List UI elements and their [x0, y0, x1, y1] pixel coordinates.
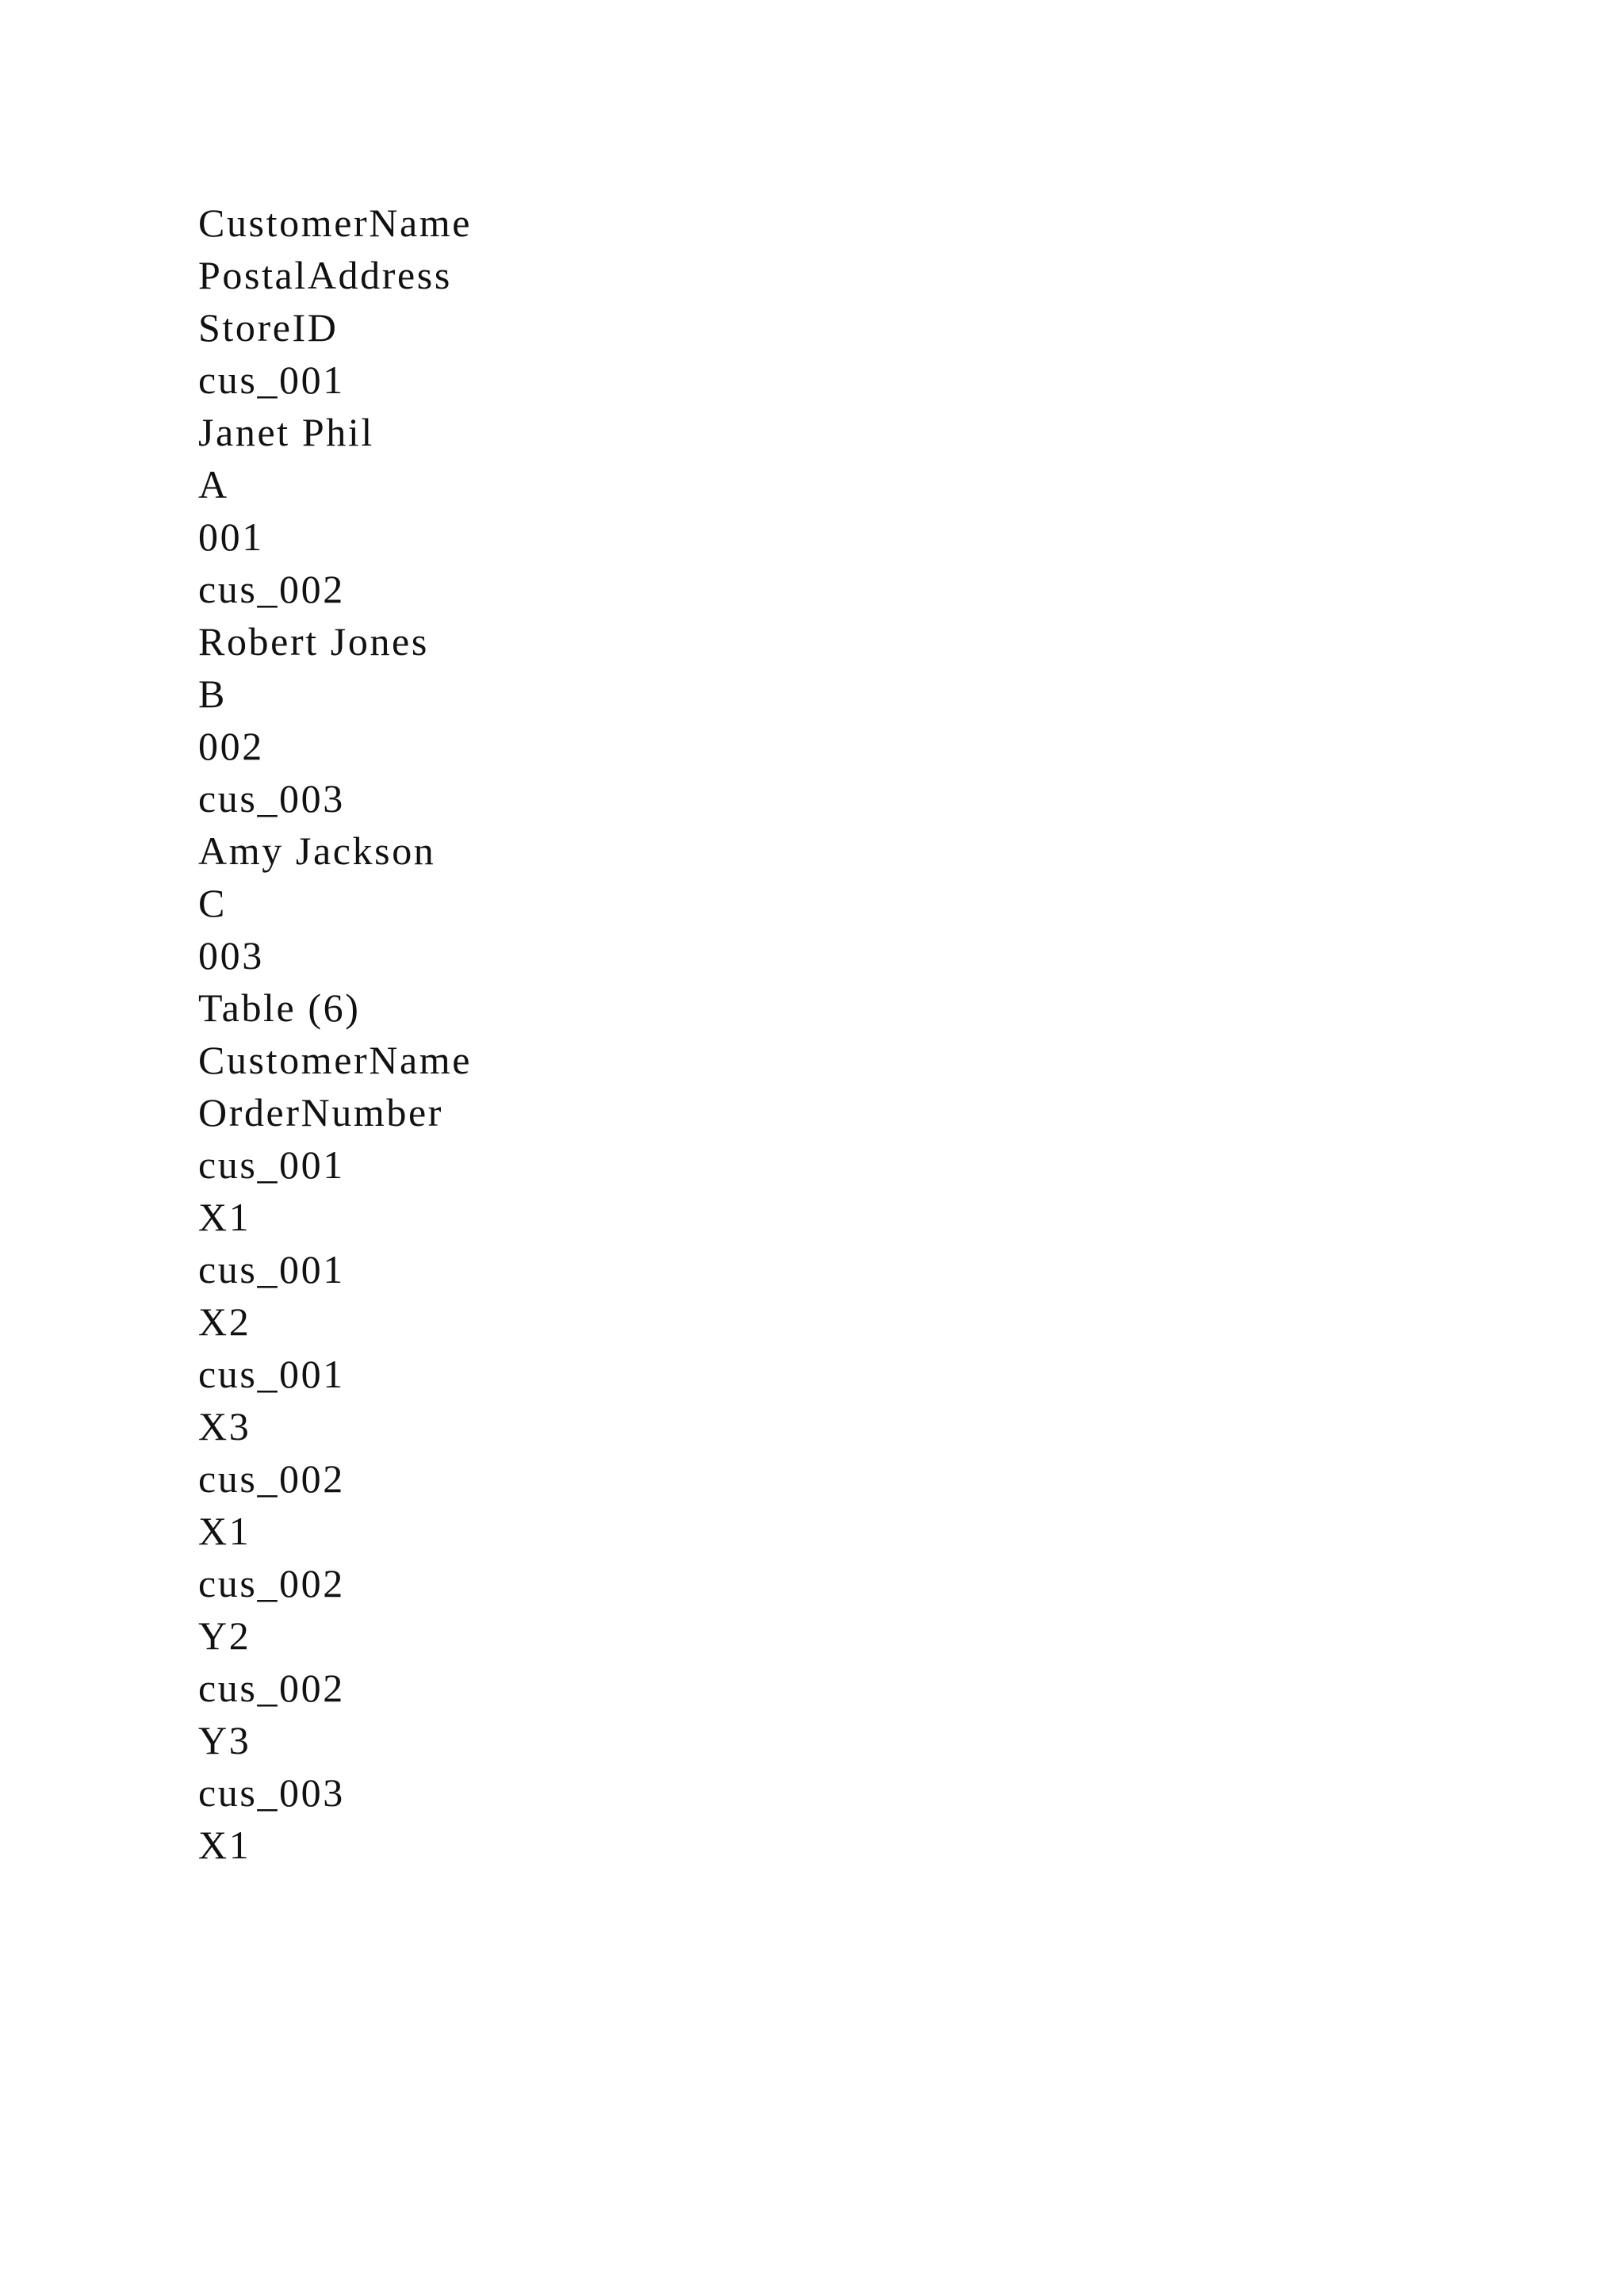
text-line: X1: [198, 1823, 251, 1867]
text-line: PostalAddress: [198, 253, 452, 297]
text-line: cus_002: [198, 1561, 345, 1605]
text-line: Robert Jones: [198, 619, 429, 664]
text-line: cus_003: [198, 776, 345, 821]
text-line: X1: [198, 1509, 251, 1553]
text-line: OrderNumber: [198, 1090, 444, 1135]
text-line: CustomerName: [198, 201, 473, 245]
text-line: cus_001: [198, 358, 345, 402]
text-line: X3: [198, 1404, 251, 1448]
text-line: A: [198, 462, 229, 507]
text-line: cus_001: [198, 1142, 345, 1187]
text-line: X1: [198, 1195, 251, 1239]
text-line: C: [198, 881, 227, 925]
text-line: Y3: [198, 1718, 251, 1762]
text-line: 003: [198, 933, 264, 978]
text-line: cus_003: [198, 1770, 345, 1815]
text-line: cus_002: [198, 1666, 345, 1710]
text-line: Y2: [198, 1613, 251, 1658]
text-line: 002: [198, 724, 264, 768]
document-text: [198, 197, 1388, 1871]
text-line: cus_001: [198, 1352, 345, 1396]
text-line: B: [198, 672, 227, 716]
text-line: Janet Phil: [198, 410, 374, 454]
text-line: CustomerName: [198, 1038, 473, 1082]
text-line: cus_001: [198, 1247, 345, 1292]
text-line: Amy Jackson: [198, 828, 436, 873]
text-line: X2: [198, 1299, 251, 1344]
text-line: 001: [198, 515, 264, 559]
text-line: cus_002: [198, 1456, 345, 1501]
table-caption: Table (6): [198, 985, 361, 1030]
text-line: StoreID: [198, 305, 339, 350]
text-line: cus_002: [198, 567, 345, 611]
